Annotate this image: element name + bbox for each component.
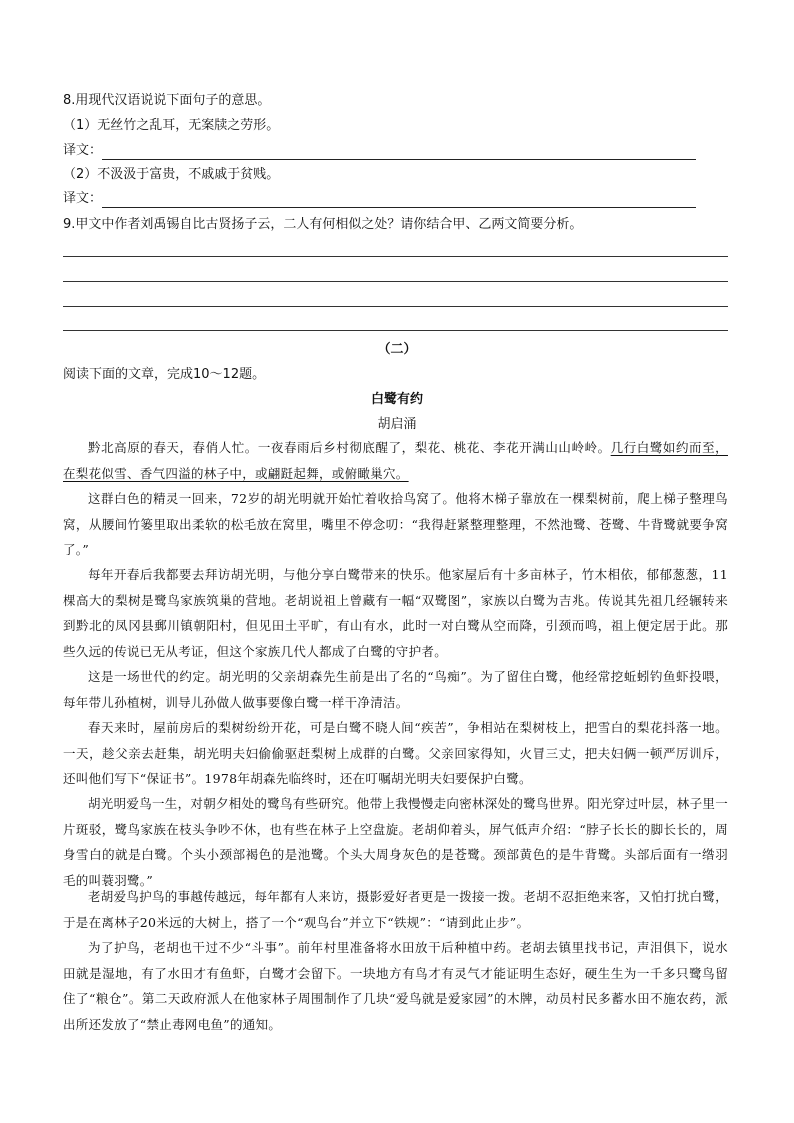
q9-prompt: 9.甲文中作者刘禹锡自比古贤扬子云，二人有何相似之处？请你结合甲、乙两文简要分析。 — [63, 217, 583, 232]
q8-answer-row-2 — [63, 190, 696, 208]
article-paragraph-4: 这是一场世代的约定。胡光明的父亲胡森先生前是出了名的“鸟痴”。为了留住白鹭，他经常挖蚯蚓钓鱼虾投喂，每年带儿孙植树，训导儿孙做人做事要像白鹭一样干净清洁。 — [63, 669, 728, 710]
q8-prompt: 8.用现代汉语说说下面句子的意思。 — [63, 93, 271, 108]
paragraph-text: 黔北高原的春天，春俏人忙。一夜春雨后乡村彻底醒了，梨花、桃花、李花开满山山岭岭。 — [88, 440, 611, 455]
section-instruction: 阅读下面的文章，完成10～12题。 — [63, 367, 266, 382]
article-paragraph-5: 春天来时，屋前房后的梨树纷纷开花，可是白鹭不晓人间“疾苦”，争相站在梨树枝上，把雪白的梨花抖落一地。一天，趁父亲去赶集，胡光明夫妇偷偷驱赶梨树上成群的白鹭。父亲回家得知，火冒三丈，把夫妇俩一顿严厉训斥，还叫他们写下“保证书”。1978年胡森先临终时，还在叮嘱胡光明夫妇要保护白鹭。 — [63, 720, 728, 786]
answer-line[interactable] — [102, 145, 696, 160]
section-number: （二） — [377, 342, 417, 357]
answer-line[interactable] — [63, 281, 728, 282]
article-paragraph-8: 为了护鸟，老胡也干过不少“斗事”。前年村里准备将水田放干后种植中药。老胡去镇里找书记，声泪俱下，说水田就是湿地，有了水田才有鱼虾，白鹭才会留下。一块地方有鸟才有灵气才能证明生态好，硬生生为一千多只鹭鸟留住了“粮仓”。第二天政府派人在他家林子周围制作了几块“爱鸟就是爱家园”的木牌，动员村民多蓄水田不施农药，派出所还发放了“禁止毒网电鱼”的通知。 — [63, 940, 728, 1032]
answer-line[interactable] — [63, 256, 728, 257]
article-paragraph-7: 老胡爱鸟护鸟的事越传越远，每年都有人来访，摄影爱好者更是一拨接一拨。老胡不忍拒绝来客，又怕打扰白鹭，于是在离林子20米远的大树上，搭了一个“观鸟台”并立下“铁规”：“请到此止步”。 — [63, 889, 729, 930]
translation-label: 译文： — [63, 143, 103, 158]
answer-line[interactable] — [63, 306, 728, 307]
answer-line[interactable] — [102, 193, 696, 208]
q8-item-1: （1）无丝竹之乱耳，无案牍之劳形。 — [63, 118, 280, 133]
article-paragraph-2: 这群白色的精灵一回来，72岁的胡光明就开始忙着收拾鸟窝了。他将木梯子靠放在一棵梨树前，爬上梯子整理鸟窝，从腰间竹篓里取出柔软的松毛放在窝里，嘴里不停念叨：“我得赶紧整理整理，不然池鹭、苍鹭、牛背鹭就要争窝了。” — [63, 491, 728, 557]
answer-line[interactable] — [63, 330, 728, 331]
translation-label: 译文： — [63, 191, 103, 206]
article-paragraph-1 — [63, 435, 728, 486]
q8-item-2: （2）不汲汲于富贵，不戚戚于贫贱。 — [63, 167, 280, 182]
article-paragraph-6: 胡光明爱鸟一生，对朝夕相处的鹭鸟有些研究。他带上我慢慢走向密林深处的鹭鸟世界。阳光穿过叶层，林子里一片斑驳，鹭鸟家族在枝头争吵不休，也有些在林子上空盘旋。老胡仰着头，屏气低声介绍：“脖子长长的脚长长的，周身雪白的就是白鹭。个头小颈部褐色的是池鹭。个头大周身灰色的是苍鹭。颈部黄色的是牛背鹭。头部后面有一绺羽毛的叫蓑羽鹭。” — [63, 796, 729, 888]
article-author: 胡启涌 — [377, 417, 417, 432]
underlined-sentence: 几行白鹭如约而至，在梨花似雪、香气四溢的林子中，或翩跹起舞，或俯瞰巢穴。 — [63, 440, 728, 481]
article-paragraph-3: 每年开春后我都要去拜访胡光明，与他分享白鹭带来的快乐。他家屋后有十多亩林子，竹木相依，郁郁葱葱，11棵高大的梨树是鹭鸟家族筑巢的营地。老胡说祖上曾藏有一幅“双鹭图”，家族以白鹭为吉兆。传说其先祖几经辗转来到黔北的凤冈县郵川镇朝阳村，但见田土平旷，有山有水，此时一对白鹭从空而降，引颈而鸣，祖上便定居于此。那些久远的传说已无从考证，但这个家族几代人都成了白鹭的守护者。 — [63, 567, 728, 659]
q8-answer-row-1 — [63, 142, 696, 160]
article-title: 白鹭有约 — [370, 392, 423, 407]
